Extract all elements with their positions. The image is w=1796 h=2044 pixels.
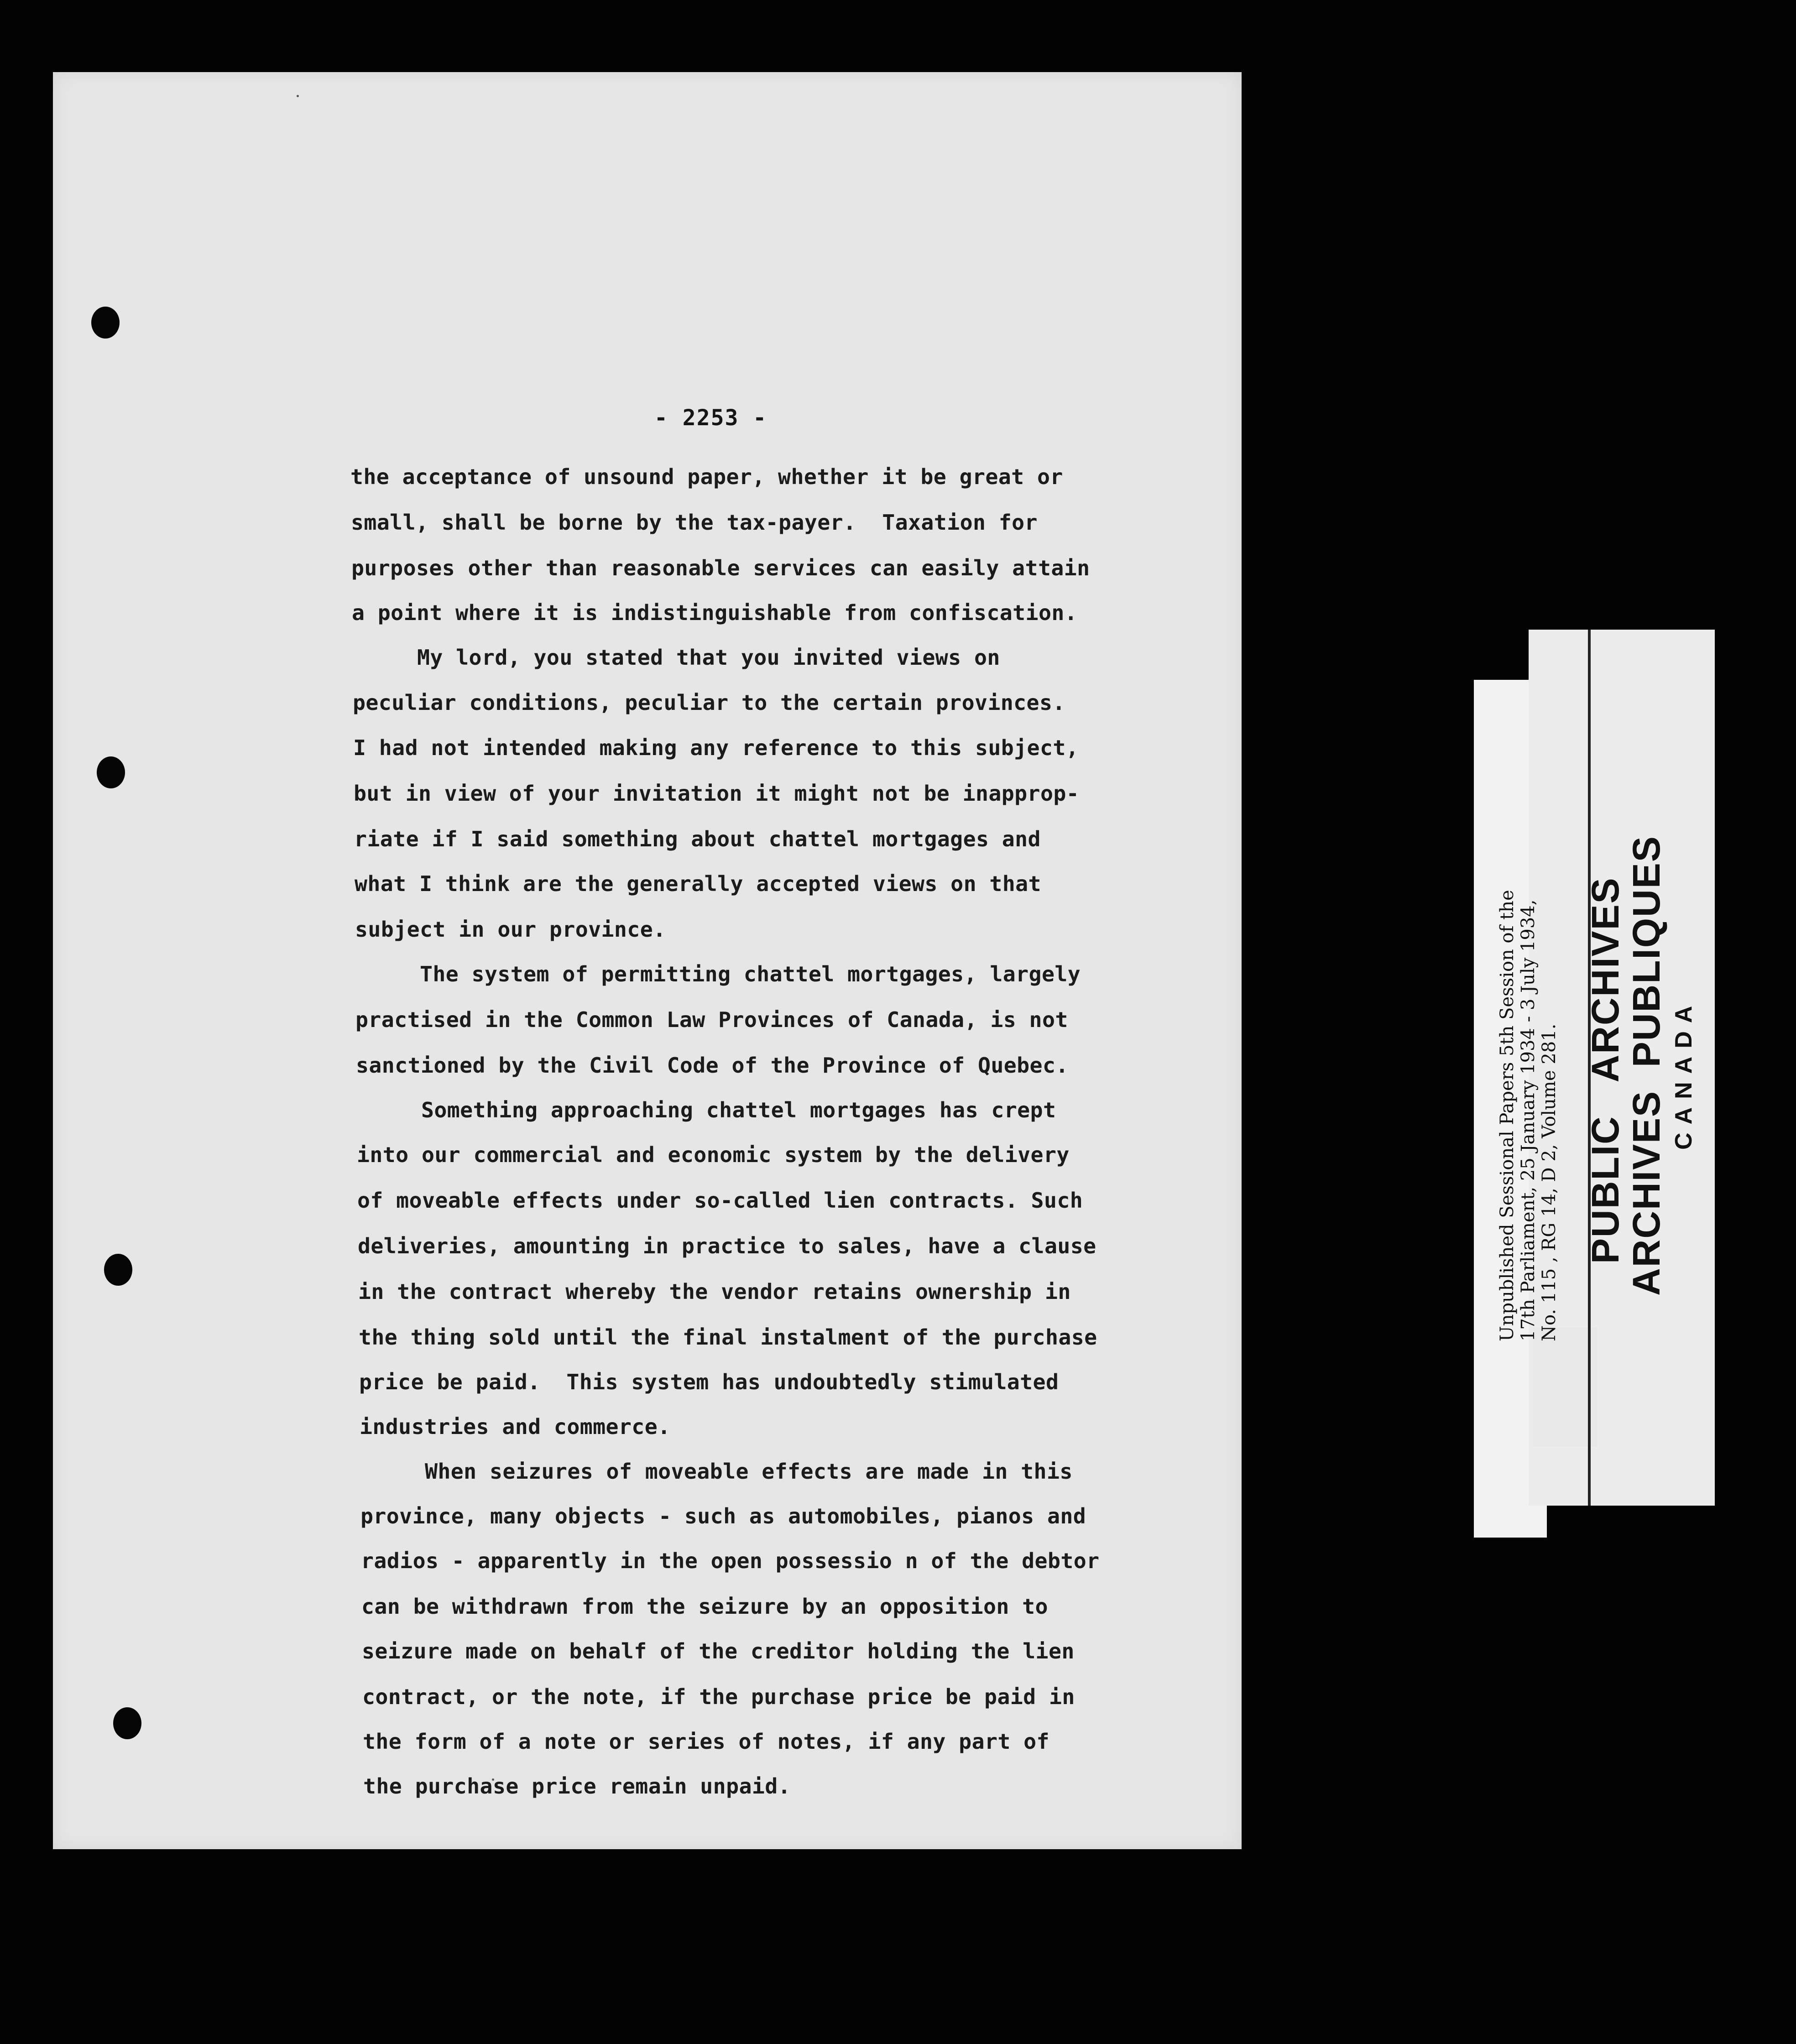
archive-label <box>1474 630 1716 1506</box>
body-line: subject in our province. <box>355 917 666 942</box>
body-line: but in view of your invitation it might not be inapprop- <box>354 781 1080 806</box>
body-line: the acceptance of unsound paper, whether it be great or <box>350 464 1063 489</box>
archive-caption-line-2: 17th Parliament, 25 January 1934 - 3 July 1934, <box>1518 899 1539 1341</box>
body-line: of moveable effects under so-called lien contracts. Such <box>357 1188 1083 1213</box>
body-line: contract, or the note, if the purchase price be paid in <box>362 1684 1075 1709</box>
body-line: price be paid. This system has undoubtedly stimulated <box>359 1370 1059 1394</box>
dust-speck <box>297 95 299 97</box>
archive-stamp-public-archives: PUBLIC ARCHIVES <box>1584 877 1627 1264</box>
body-line: peculiar conditions, peculiar to the certain provinces. <box>353 690 1065 715</box>
body-line: deliveries, amounting in practice to sales, have a clause <box>358 1234 1096 1258</box>
body-line: a point where it is indistinguishable from confiscation. <box>352 600 1078 625</box>
body-line: The system of permitting chattel mortgages, largely <box>355 962 1081 986</box>
body-line: what I think are the generally accepted views on that <box>355 871 1041 896</box>
body-line: the thing sold until the final instalment of the purchase <box>359 1325 1097 1350</box>
page-number: - 2253 - <box>654 405 767 431</box>
punch-hole-3 <box>104 1254 132 1286</box>
body-line: into our commercial and economic system by the delivery <box>357 1142 1070 1167</box>
body-line: When seizures of moveable effects are made in this <box>360 1459 1073 1484</box>
body-line: the form of a note or series of notes, if any part of <box>363 1729 1049 1754</box>
body-line: in the contract whereby the vendor retains ownership in <box>358 1279 1071 1304</box>
body-line: seizure made on behalf of the creditor holding the lien <box>362 1639 1075 1663</box>
body-line: My lord, you stated that you invited views on <box>352 645 1000 670</box>
body-line: Something approaching chattel mortgages has crept <box>356 1098 1056 1122</box>
body-line: small, shall be borne by the tax-payer. Taxation for <box>351 510 1038 535</box>
body-line: sanctioned by the Civil Code of the Province of Quebec. <box>356 1053 1069 1078</box>
punch-hole-2 <box>97 756 125 788</box>
body-line: the purchase price remain unpaid. <box>363 1774 791 1799</box>
document-page <box>53 72 1242 1849</box>
punch-hole-4 <box>113 1707 141 1739</box>
body-line: can be withdrawn from the seizure by an opposition to <box>361 1594 1048 1619</box>
body-line: practised in the Common Law Provinces of Canada, is not <box>355 1007 1068 1032</box>
archive-stamp-canada: CANADA <box>1671 997 1697 1150</box>
body-line: purposes other than reasonable services can easily attain <box>351 556 1090 580</box>
archive-caption-line-1: Unpublished Sessional Papers 5th Session of the <box>1497 890 1518 1341</box>
body-line: I had not intended making any reference to this subject, <box>353 735 1079 760</box>
archive-stamp-archives-publiques: ARCHIVES PUBLIQUES <box>1625 835 1668 1296</box>
label-fold <box>1533 1328 1597 1446</box>
body-line: province, many objects - such as automobiles, pianos and <box>360 1504 1086 1528</box>
body-line: industries and commerce. <box>360 1414 671 1439</box>
archive-caption-line-3: No. 115 , RG 14, D 2, Volume 281. <box>1539 1023 1560 1341</box>
punch-hole-1 <box>91 307 120 339</box>
body-line: radios - apparently in the open possessio n of the debtor <box>361 1549 1100 1573</box>
body-line: riate if I said something about chattel mortgages and <box>354 827 1041 851</box>
